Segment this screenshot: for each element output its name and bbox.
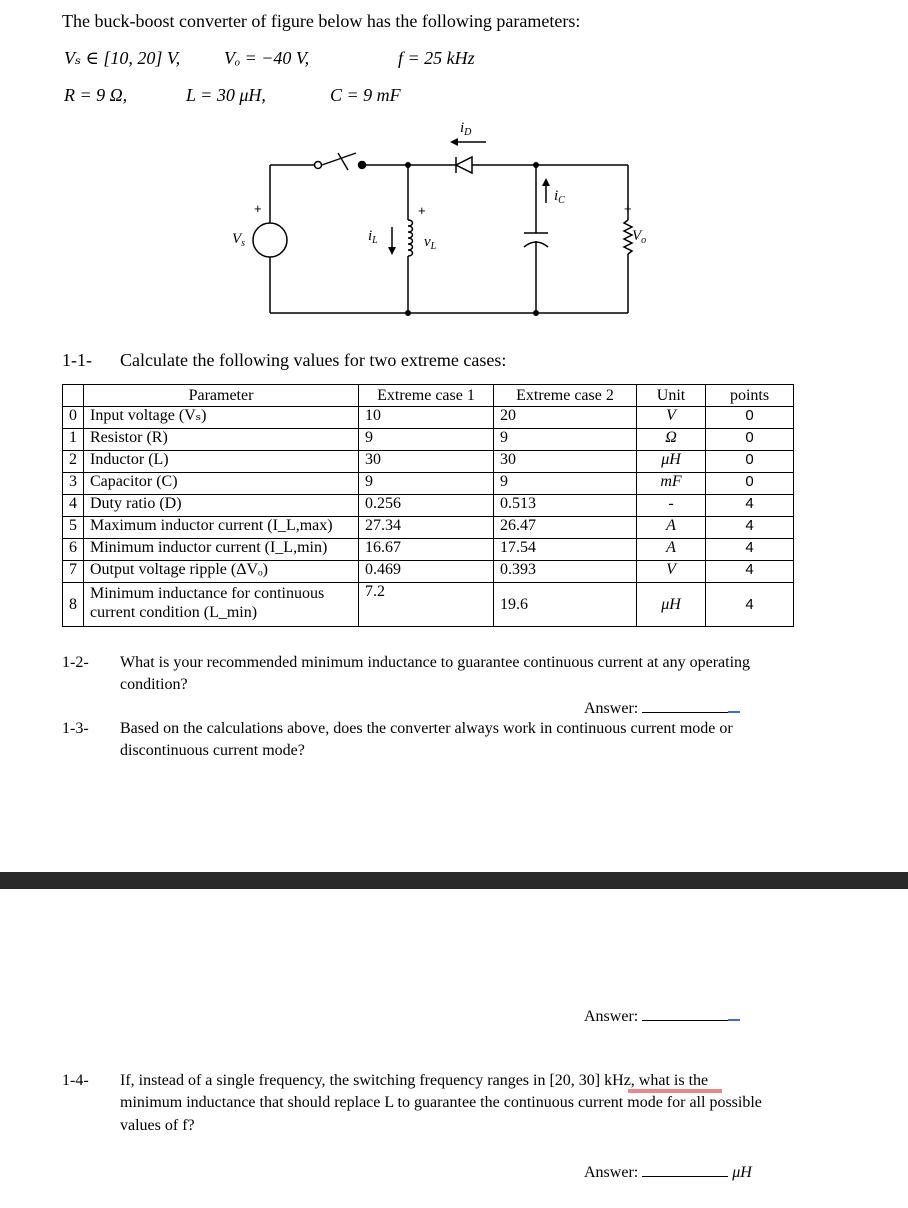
table-row: 8 Minimum inductance for continuous current condition (L_min) 7.2 19.6 μH 4 — [63, 583, 794, 627]
table-row: 5 Maximum inductor current (I_L,max) 27.34 26.47 A 4 — [63, 517, 794, 539]
table-row: 6 Minimum inductor current (I_L,min) 16.67 17.54 A 4 — [63, 539, 794, 561]
buck-boost-circuit-diagram — [220, 115, 660, 330]
q2-answer-marker — [728, 701, 740, 713]
q2-number: 1-2- — [62, 654, 89, 671]
q2-text-line1: What is your recommended minimum inductance to guarantee continuous current at any operating — [120, 654, 751, 671]
q3-answer-field[interactable] — [642, 1006, 728, 1021]
q4-answer-row — [584, 1162, 752, 1182]
q3-number: 1-3- — [62, 720, 89, 737]
plus-vl: + — [418, 203, 426, 218]
q4-number: 1-4- — [62, 1072, 89, 1089]
label-ic: $i_C$ — [554, 188, 565, 206]
q4-answer-unit: μH — [732, 1164, 752, 1181]
q2-text-line2: condition? — [120, 676, 188, 693]
param-r: R = 9 Ω, — [64, 85, 128, 105]
table-header-row — [63, 385, 794, 407]
header-points: points — [706, 385, 794, 407]
q4-text-line3: values of f? — [120, 1117, 195, 1134]
label-id: $i_D$ — [460, 120, 472, 138]
label-vl: $v_L$ — [424, 234, 437, 252]
q4-answer-label: Answer: — [584, 1164, 639, 1181]
table-row: 2 Inductor (L) 30 30 μH 0 — [63, 451, 794, 473]
plus-vs: + — [254, 201, 262, 216]
spellcheck-underline — [628, 1089, 722, 1093]
label-il: $i_L$ — [368, 228, 378, 246]
label-vo: $V_o$ — [632, 228, 647, 246]
param-c: C = 9 mF — [330, 85, 401, 105]
table-row: 3 Capacitor (C) 9 9 mF 0 — [63, 473, 794, 495]
param-f: f = 25 kHz — [398, 48, 475, 68]
q4-answer-field[interactable] — [642, 1162, 728, 1177]
q2-answer-field[interactable] — [642, 698, 728, 713]
q2-answer-row — [584, 698, 740, 718]
header-unit: Unit — [637, 385, 706, 407]
table-row: 1 Resistor (R) 9 9 Ω 0 — [63, 429, 794, 451]
parameters-table — [62, 384, 794, 627]
header-parameter: Parameter — [84, 385, 359, 407]
param-vs-range: Vₛ ∈ [10, 20] V, — [64, 48, 181, 68]
q3-text-line2: discontinuous current mode? — [120, 742, 305, 759]
q2-answer-label: Answer: — [584, 700, 639, 717]
label-vs: $V_s$ — [232, 231, 246, 249]
header-case2: Extreme case 2 — [494, 385, 637, 407]
plus-vo: + — [624, 201, 632, 216]
q3-text-line1: Based on the calculations above, does the converter always work in continuous current mode or — [120, 720, 733, 737]
q3-answer-marker — [728, 1009, 740, 1021]
header-case1: Extreme case 1 — [359, 385, 494, 407]
q4-text-line1: If, instead of a single frequency, the switching frequency ranges in [20, 30] kHz, what is the — [120, 1072, 709, 1089]
table-row: 0 Input voltage (Vₛ) 10 20 V 0 — [63, 407, 794, 429]
q4-text-line2: minimum inductance that should replace L to guarantee the continuous current mode for all possible — [120, 1094, 762, 1111]
page-break-divider — [0, 872, 908, 889]
q3-answer-label: Answer: — [584, 1008, 639, 1025]
q1-text: Calculate the following values for two extreme cases: — [120, 350, 507, 370]
param-vo: Vₒ = −40 V, — [224, 48, 310, 68]
table-row: 7 Output voltage ripple (ΔVₒ) 0.469 0.393 V 4 — [63, 561, 794, 583]
q3-answer-row — [584, 1006, 740, 1026]
param-l: L = 30 μH, — [186, 85, 266, 105]
table-row: 4 Duty ratio (D) 0.256 0.513 - 4 — [63, 495, 794, 517]
q1-number: 1-1- — [62, 350, 92, 370]
intro-text: The buck-boost converter of figure below has the following parameters: — [62, 11, 581, 31]
